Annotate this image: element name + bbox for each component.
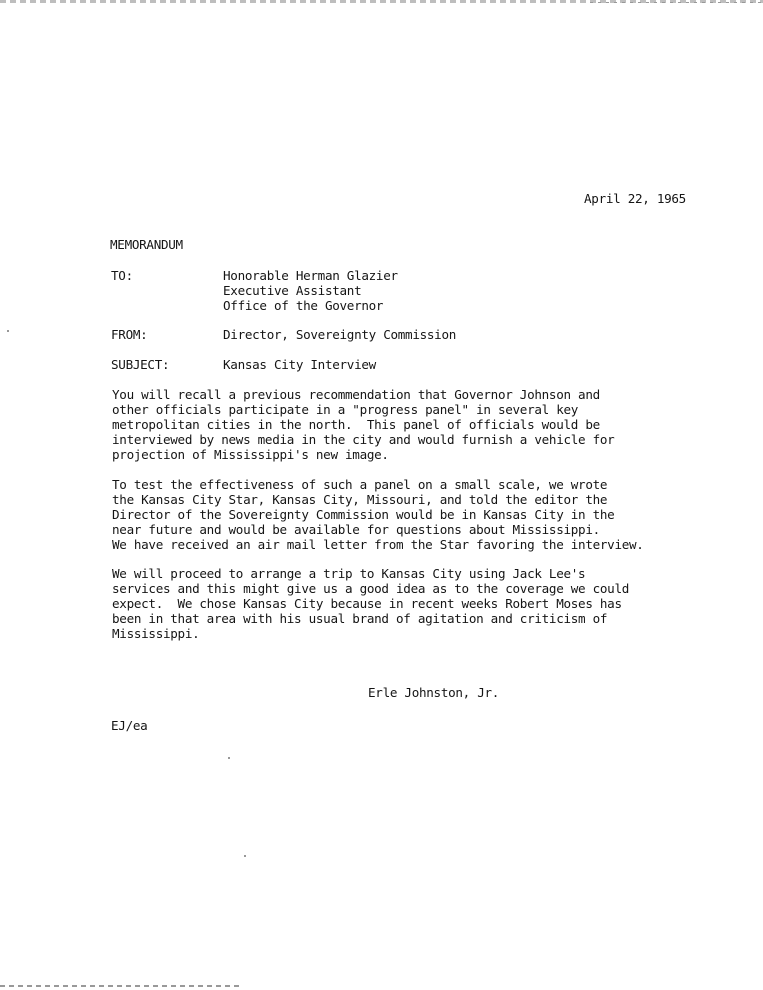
paragraph-1-line: interviewed by news media in the city and would furnish a vehicle for [112, 432, 615, 447]
scan-speck [244, 855, 246, 857]
subject-value: Kansas City Interview [223, 357, 376, 372]
paragraph-2-line: near future and would be available for questions about Mississippi. [112, 522, 600, 537]
paragraph-3-line: services and this might give us a good idea as to the coverage we could [112, 581, 630, 596]
scan-edge-top-right [590, 2, 763, 3]
paragraph-3-line: been in that area with his usual brand of agitation and criticism of [112, 611, 608, 626]
subject-label: SUBJECT: [111, 357, 170, 372]
paragraph-2-line: Director of the Sovereignty Commission would be in Kansas City in the [112, 507, 615, 522]
paragraph-1-line: other officials participate in a "progress panel" in several key [112, 402, 579, 417]
paragraph-3-line: Mississippi. [112, 626, 200, 641]
paragraph-3-line: expect. We chose Kansas City because in recent weeks Robert Moses has [112, 596, 622, 611]
paragraph-3-line: We will proceed to arrange a trip to Kansas City using Jack Lee's [112, 566, 586, 581]
to-line: Office of the Governor [223, 298, 384, 313]
signature: Erle Johnston, Jr. [368, 685, 500, 700]
paragraph-1-line: You will recall a previous recommendation that Governor Johnson and [112, 387, 600, 402]
paragraph-1-line: projection of Mississippi's new image. [112, 447, 389, 462]
to-line: Honorable Herman Glazier [223, 268, 398, 283]
paragraph-2-line: We have received an air mail letter from the Star favoring the interview. [112, 537, 644, 552]
from-label: FROM: [111, 327, 148, 342]
memo-heading: MEMORANDUM [110, 237, 183, 252]
paragraph-1-line: metropolitan cities in the north. This panel of officials would be [112, 417, 600, 432]
paragraph-2-line: the Kansas City Star, Kansas City, Missouri, and told the editor the [112, 492, 608, 507]
from-value: Director, Sovereignty Commission [223, 327, 457, 342]
scan-speck [228, 757, 230, 759]
paragraph-2-line: To test the effectiveness of such a panel on a small scale, we wrote [112, 477, 608, 492]
scan-edge-bottom [0, 985, 240, 987]
scan-speck [7, 330, 9, 332]
to-label: TO: [111, 268, 133, 283]
to-line: Executive Assistant [223, 283, 362, 298]
memo-date: April 22, 1965 [584, 191, 686, 206]
typist-initials: EJ/ea [111, 718, 148, 733]
